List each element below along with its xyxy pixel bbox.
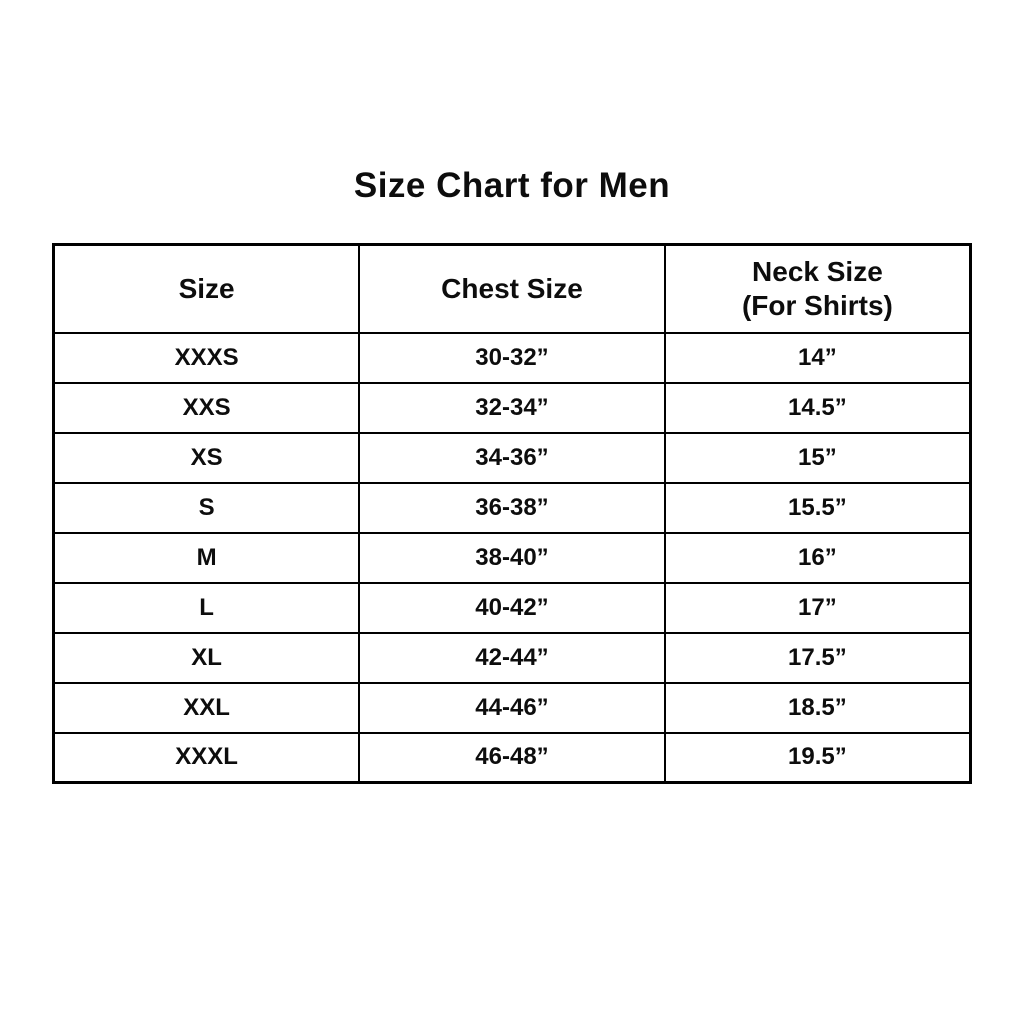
neck-cell: 17.5” [665,633,971,683]
size-cell: XXS [54,383,360,433]
table-body [54,333,971,783]
column-header-label: Neck Size [752,256,883,288]
neck-cell: 16” [665,533,971,583]
column-header-label: Chest Size [441,272,583,304]
chest-cell: 34-36” [359,433,665,483]
size-cell: XXL [54,683,360,733]
column-header-size [54,245,360,333]
size-chart-table [52,243,972,784]
size-cell: XS [54,433,360,483]
neck-cell: 14.5” [665,383,971,433]
size-cell: XXXL [54,733,360,783]
size-cell: S [54,483,360,533]
page-title: Size Chart for Men [353,166,671,205]
chest-cell: 46-48” [359,733,665,783]
table-row [54,633,971,683]
column-header-sublabel: (For Shirts) [741,289,893,321]
table-row [54,333,971,383]
table-row [54,733,971,783]
header-row [54,245,971,333]
column-header-neck [665,245,971,333]
chest-cell: 44-46” [359,683,665,733]
chest-cell: 40-42” [359,583,665,633]
table-row [54,433,971,483]
table-row [54,383,971,433]
column-header-chest [359,245,665,333]
chest-cell: 38-40” [359,533,665,583]
size-cell: M [54,533,360,583]
table-row [54,583,971,633]
table-row [54,533,971,583]
neck-cell: 19.5” [665,733,971,783]
size-cell: XXXS [54,333,360,383]
size-cell: L [54,583,360,633]
column-header-label: Size [178,272,235,304]
size-cell: XL [54,633,360,683]
chest-cell: 42-44” [359,633,665,683]
neck-cell: 18.5” [665,683,971,733]
chest-cell: 30-32” [359,333,665,383]
chest-cell: 32-34” [359,383,665,433]
neck-cell: 15” [665,433,971,483]
table-row [54,483,971,533]
table-row [54,683,971,733]
chest-cell: 36-38” [359,483,665,533]
table-header [54,245,971,333]
neck-cell: 15.5” [665,483,971,533]
neck-cell: 17” [665,583,971,633]
neck-cell: 14” [665,333,971,383]
